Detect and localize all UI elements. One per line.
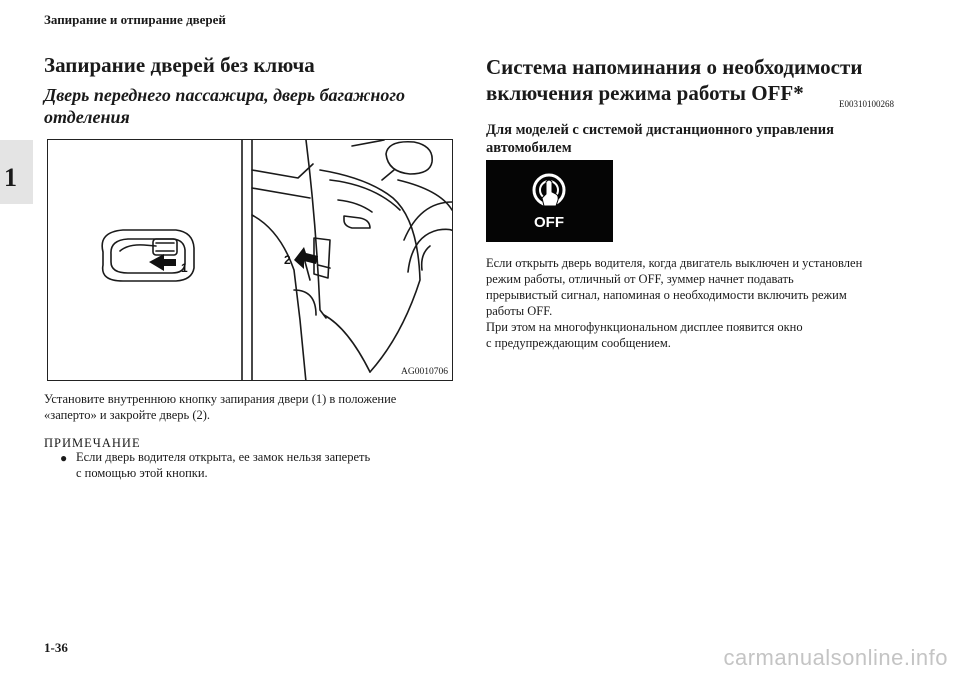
- right-subheading: [486, 121, 906, 157]
- door-lock-illustration: [47, 139, 453, 381]
- subheading-line: Для моделей с системой дистанционного управления: [486, 122, 834, 138]
- watermark[interactable]: carmanualsonline.info: [723, 645, 948, 670]
- paragraph-line: «заперто» и закройте дверь (2).: [44, 408, 211, 422]
- callout-2: 2: [284, 253, 291, 267]
- note-bullet: ●: [60, 451, 68, 465]
- figure-code: AG0010706: [401, 367, 448, 377]
- paragraph-line: При этом на многофункциональном дисплее появится окно: [486, 320, 803, 334]
- paragraph-line: Установите внутреннюю кнопку запирания двери (1) в положение: [44, 392, 397, 406]
- chapter-number: 1: [4, 163, 17, 192]
- left-subheading: [44, 84, 444, 128]
- door-lock-drawing: [48, 140, 453, 381]
- instruction-paragraph: [44, 391, 464, 423]
- note-line: Если дверь водителя открыта, ее замок нельзя запереть: [76, 450, 371, 464]
- heading-line: включения режима работы OFF*: [486, 81, 804, 105]
- lock-button-arrow: [149, 254, 176, 271]
- page-number: 1-36: [44, 640, 68, 655]
- off-indicator-panel: [486, 160, 613, 242]
- off-label: OFF: [534, 214, 564, 231]
- power-off-icon: [486, 160, 613, 242]
- paragraph-line: прерывистый сигнал, напоминая о необходимости включить режим: [486, 288, 847, 302]
- running-head: Запирание и отпирание дверей: [44, 12, 226, 27]
- heading-line: Система напоминания о необходимости: [486, 55, 863, 79]
- left-heading: Запирание дверей без ключа: [44, 53, 315, 77]
- reminder-paragraph: [486, 255, 906, 351]
- paragraph-line: работы OFF.: [486, 304, 553, 318]
- section-code: E00310100268: [839, 99, 894, 109]
- note-line: с помощью этой кнопки.: [76, 466, 208, 480]
- callout-1: 1: [181, 261, 188, 275]
- paragraph-line: режим работы, отличный от OFF, зуммер начнет подавать: [486, 272, 794, 286]
- subheading-line: автомобилем: [486, 140, 572, 156]
- note-title: ПРИМЕЧАНИЕ: [44, 436, 141, 450]
- note-text: [76, 449, 456, 481]
- paragraph-line: с предупреждающим сообщением.: [486, 336, 671, 350]
- paragraph-line: Если открыть дверь водителя, когда двигатель выключен и установлен: [486, 256, 863, 270]
- subheading-line: отделения: [44, 107, 130, 127]
- subheading-line: Дверь переднего пассажира, дверь багажного: [44, 85, 405, 105]
